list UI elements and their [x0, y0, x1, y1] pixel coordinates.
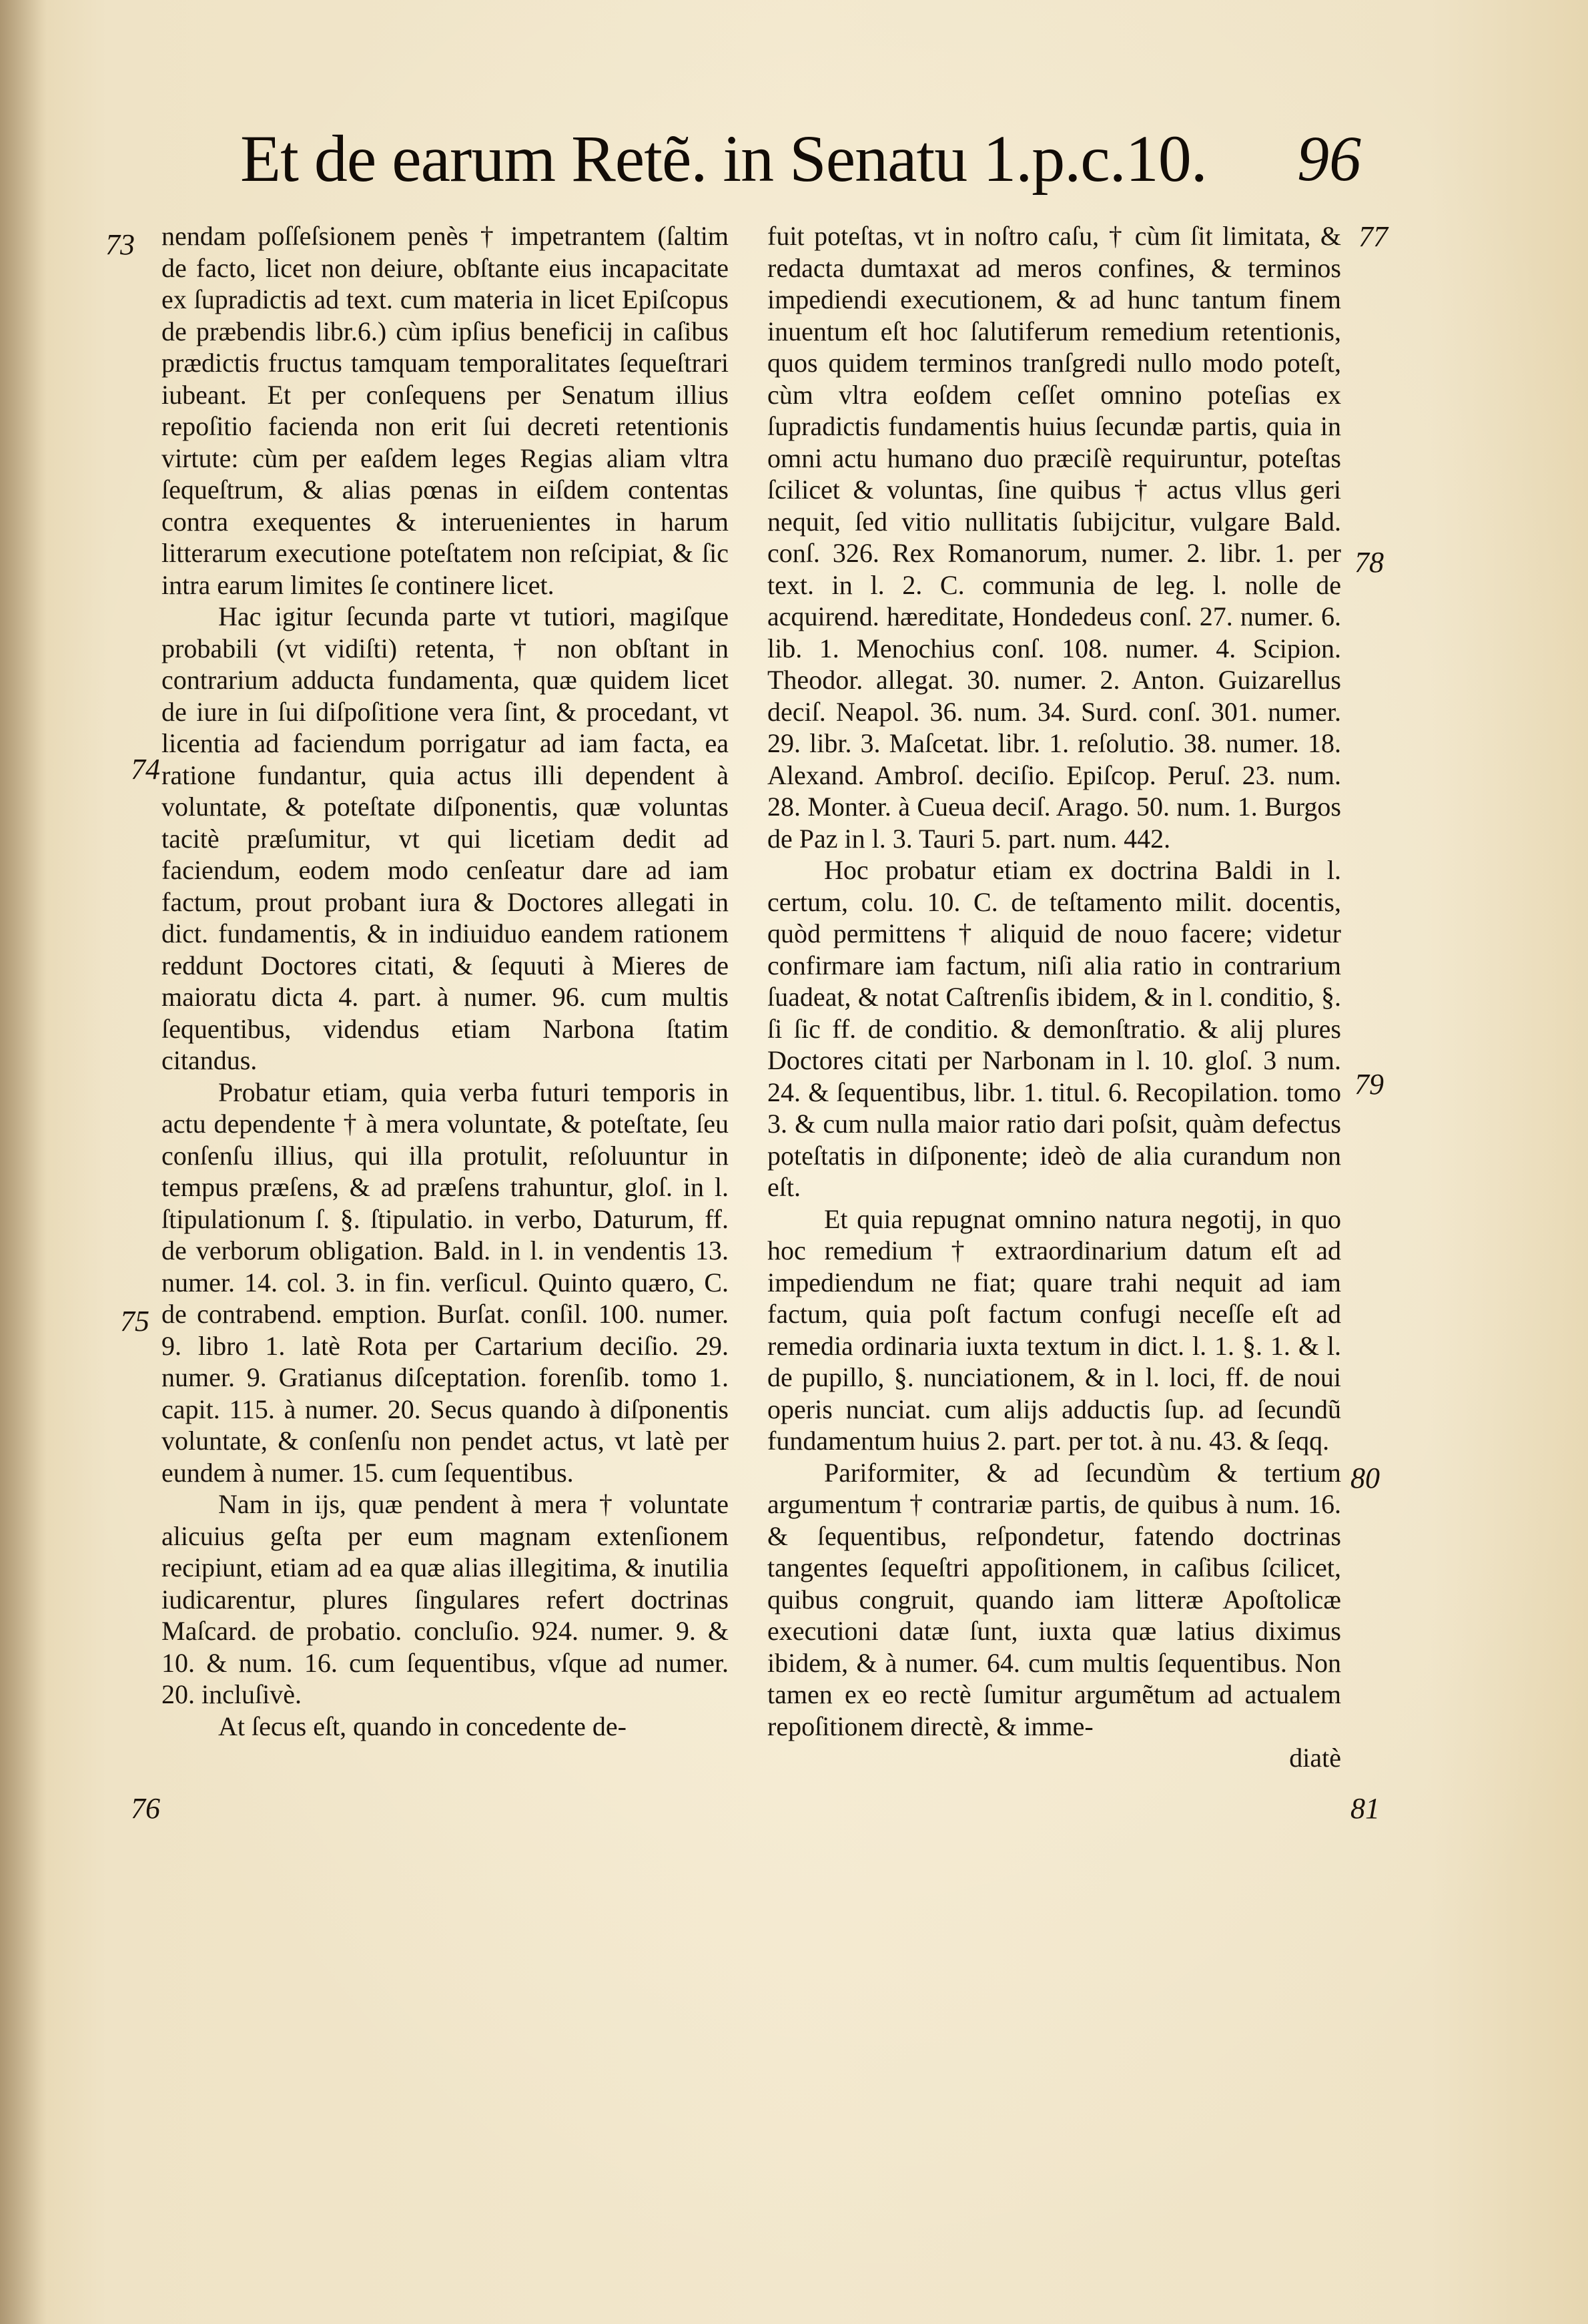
paragraph: fuit poteſtas, vt in noſtro caſu, † cùm ſit limitata, & redacta dumtaxat ad meros confines, & terminos impediendi executionem, & ad hunc tantum finem inuentum eſt hoc ſalutiferum remedium retentionis, quos quidem terminos tranſgredi nullo modo poteſt, cùm vltra eoſdem ceſſet omnino poteſias ex ſupradictis fundamentis huius ſecundæ partis, quia in omni actu humano duo præciſè requiruntur, poteſtas ſcilicet & voluntas, ſine quibus † actus vllus geri nequit, ſed vitio nullitatis ſubijcitur, vulgare Bald. conſ. 326. Rex Romanorum, numer. 2. libr. 1. per text. in l. 2. C. communia de leg. l. nolle de acquirend. hæreditate, Hondedeus conſ. 27. numer. 6. lib. 1. Menochius conſ. 108. numer. 4. Scipion. Theodor. allegat. 30. numer. 2. Anton. Guizarellus deciſ. Neapol. 36. num. 34. Surd. conſ. 301. numer. 29. libr. 3. Maſcetat. libr. 1. reſolutio. 38. numer. 18. Alexand. Ambroſ. deciſio. Epiſcop. Peruſ. 23. num. 28. Monter. à Cueua deciſ. Arago. 50. num. 1. Burgos de Paz in l. 3. Tauri 5. part. num. 442.	[767, 221, 1341, 854]
margin-number-81: 81	[1350, 1792, 1380, 1825]
running-title: Et de earum Retẽ. in Senatu 1.p.c.10.	[240, 121, 1207, 196]
margin-number-74: 74	[131, 753, 160, 786]
page-number: 96	[1297, 123, 1361, 194]
paragraph: nendam poſſeſsionem penès † impetrantem (ſaltim de facto, licet non deiure, obſtante eius incapacitate ex ſupradictis ad text. cum materia in licet Epiſcopus de præbendis libr.6.) cùm ipſius beneficij in caſibus prædictis fructus tamquam temporalitates ſequeſtrari iubeant. Et per conſequens per Senatum illius repoſitio facienda non erit ſui decreti retentionis virtute: cùm per eaſdem leges Regias aliam vltra ſequeſtrum, & alias pœnas in eiſdem contentas contra exequentes & interuenientes in harum litterarum executione poteſtatem non reſcipiat, & ſic intra earum limites ſe continere licet.	[161, 221, 729, 600]
margin-number-73: 73	[105, 228, 135, 261]
catchword: diatè	[1289, 1743, 1341, 1773]
paragraph: Et quia repugnat omnino natura negotij, in quo hoc remedium † extraordinarium datum eſt ad impediendum ne fiat; quare trahi nequit ad iam factum, quia poſt factum confugi neceſſe eſt ad remedia ordinaria iuxta textum in dict. l. 1. §. 1. & l. de pupillo, §. nunciationem, & in l. loci, ff. de noui operis nunciat. cum alijs adductis ſup. ad ſecundũ fundamentum huius 2. part. per tot. à nu. 43. & ſeqq.	[767, 1203, 1341, 1456]
margin-number-78: 78	[1354, 546, 1384, 579]
right-column	[767, 220, 1341, 1774]
paragraph: At ſecus eſt, quando in concedente de-	[218, 1711, 627, 1741]
paragraph: Probatur etiam, quia verba futuri temporis in actu dependente † à mera voluntate, & poteſtate, ſeu conſenſu illius, qui illa protulit, reſoluuntur in tempus præſens, & ad præſens trahuntur, gloſ. in l. ſtipulationum ſ. §. ſtipulatio. in verbo, Daturum, ff. de verborum obligation. Bald. in l. in vendentis 13. numer. 14. col. 3. in fin. verſicul. Quinto quæro, C. de contrabend. emption. Burſat. conſil. 100. numer. 9. libro 1. latè Rota per Cartarium deciſio. 29. numer. 9. Gratianus diſceptation. forenſib. tomo 1. capit. 115. à numer. 20. Secus quando à diſponentis voluntate, & conſenſu non pendet actus, vt latè per eundem à numer. 15. cum ſequentibus.	[161, 1077, 729, 1488]
margin-number-76: 76	[131, 1792, 160, 1825]
paragraph: Hac igitur ſecunda parte vt tutiori, magiſque probabili (vt vidiſti) retenta, † non obſtant in contrarium adducta fundamenta, quæ quidem licet de iure in ſui diſpoſitione vera ſint, & procedant, vt licentia ad faciendum porrigatur ad iam facta, ea ratione fundantur, quia actus illi dependent à voluntate, & poteſtate diſponentis, quæ voluntas tacitè præſumitur, vt qui licetiam dedit ad faciendum, eodem modo cenſeatur dare ad iam factum, prout probant iura & Doctores allegati in dict. fundamentis, & in indiuiduo eandem rationem reddunt Doctores citati, & ſequuti à Mieres de maioratu dicta 4. part. à numer. 96. cum multis ſequentibus, videndus etiam Narbona ſtatim citandus.	[161, 601, 729, 1075]
margin-number-80: 80	[1350, 1462, 1380, 1494]
paragraph: Hoc probatur etiam ex doctrina Baldi in l. certum, colu. 10. C. de teſtamento milit. docentis, quòd permittens † aliquid de nouo facere; videtur confirmare iam factum, niſi alia ratio in contrarium ſuadeat, & notat Caſtrenſis ibidem, & in l. conditio, §. ſi ſic ff. de conditio. & demonſtratio. & alij plures Doctores citati per Narbonam in l. 10. gloſ. 3 num. 24. & ſequentibus, libr. 1. titul. 6. Recopilation. tomo 3. & cum nulla maior ratio dari poſsit, quàm defectus poteſtatis in diſponente; ideò de alia curandum non eſt.	[767, 855, 1341, 1202]
margin-number-75: 75	[120, 1305, 149, 1338]
paragraph: Pariformiter, & ad ſecundùm & tertium argumentum † contrariæ partis, de quibus à num. 16. & ſequentibus, reſpondetur, fatendo doctrinas tangentes ſequeſtri appoſitionem, in caſibus ſcilicet, quibus congruit, quando iam litteræ Apoſtolicæ executioni datæ ſunt, iuxta quæ latius diximus ibidem, & à numer. 64. cum multis ſequentibus. Non tamen ex eo rectè ſumitur argumẽtum ad actualem repoſitionem directè, & imme-	[767, 1457, 1341, 1741]
left-column	[161, 220, 729, 1742]
running-header	[240, 119, 1361, 199]
binding-shadow	[0, 0, 47, 2324]
margin-number-77: 77	[1358, 220, 1388, 253]
paragraph: Nam in ijs, quæ pendent à mera † voluntate alicuius geſta per eum magnam extenſionem recipiunt, etiam ad ea quæ alias illegitima, & inutilia iudicarentur, plures ſingulares refert doctrinas Maſcard. de probatio. concluſio. 924. numer. 9. & 10. & num. 16. cum ſequentibus, vſque ad numer. 20. incluſivè.	[161, 1489, 729, 1709]
margin-number-79: 79	[1354, 1068, 1384, 1101]
